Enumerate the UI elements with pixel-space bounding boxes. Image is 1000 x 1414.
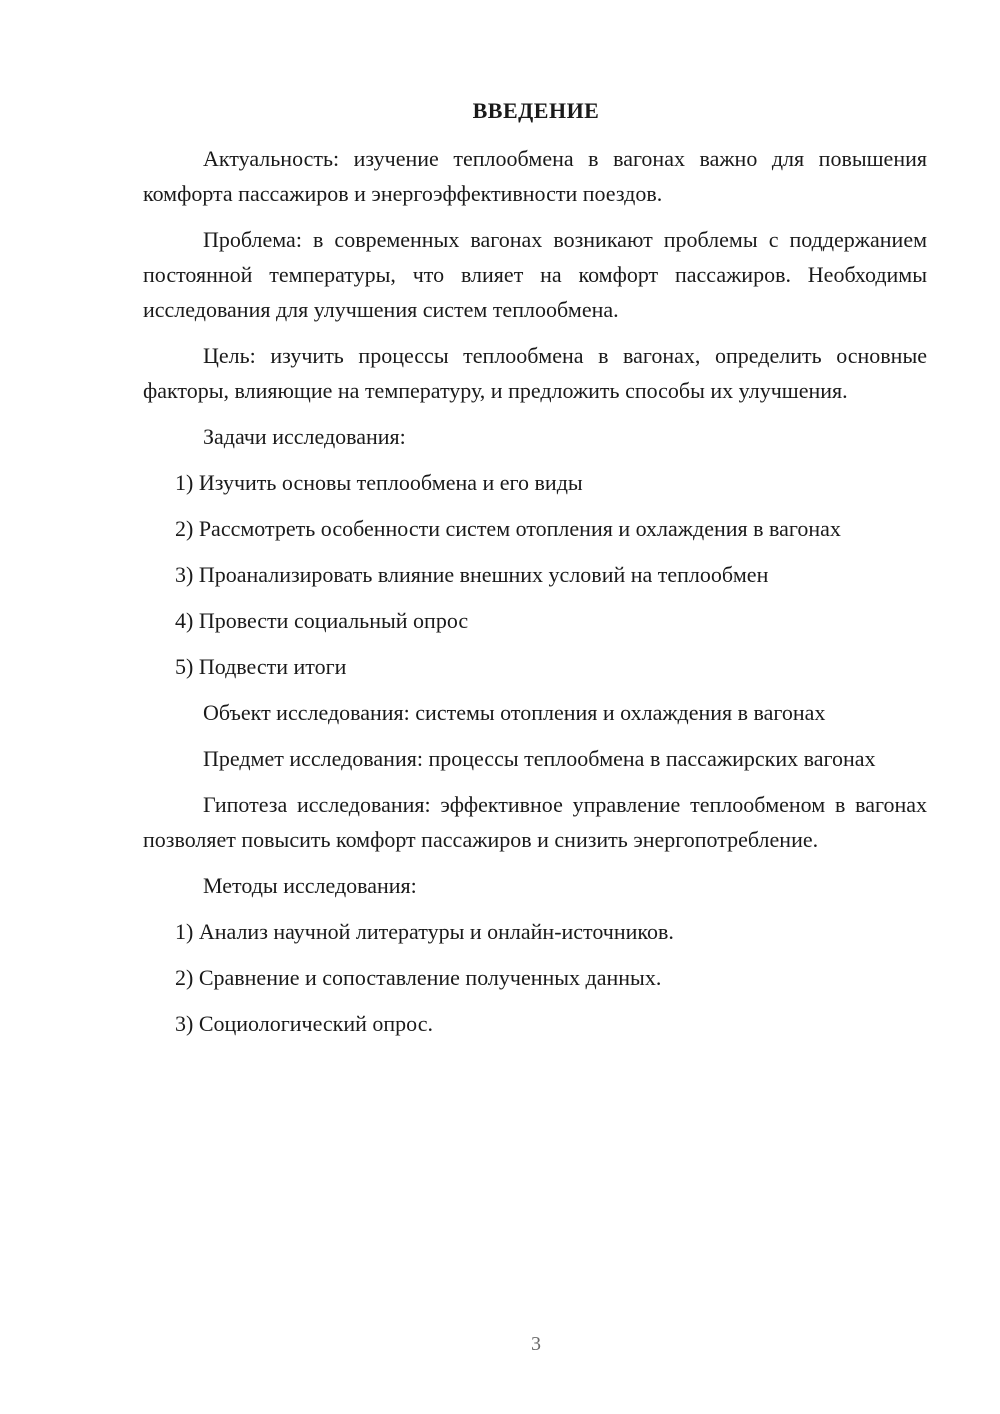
object-paragraph: Объект исследования: системы отопления и охлаждения в вагонах xyxy=(203,700,826,725)
problem-paragraph: Проблема: в современных вагонах возникают проблемы с поддержанием постоянной температуры, что влияет на комфорт пассажиров. Необходимы исследования для улучшения систем теплообмена. xyxy=(143,227,927,322)
method-item-1: 1) Анализ научной литературы и онлайн-источников. xyxy=(175,919,674,944)
method-item-3: 3) Социологический опрос. xyxy=(175,1011,433,1036)
document-body xyxy=(143,141,927,1052)
method-item-2: 2) Сравнение и сопоставление полученных данных. xyxy=(175,965,662,990)
task-item-2: 2) Рассмотреть особенности систем отопления и охлаждения в вагонах xyxy=(175,516,841,541)
subject-paragraph: Предмет исследования: процессы теплообмена в пассажирских вагонах xyxy=(203,746,876,771)
relevance-paragraph: Актуальность: изучение теплообмена в вагонах важно для повышения комфорта пассажиров и энергоэффективности поездов. xyxy=(143,146,927,206)
task-item-4: 4) Провести социальный опрос xyxy=(175,608,469,633)
task-item-5: 5) Подвести итоги xyxy=(175,654,347,679)
goal-paragraph: Цель: изучить процессы теплообмена в вагонах, определить основные факторы, влияющие на температуру, и предложить способы их улучшения. xyxy=(143,343,927,403)
page-number: 3 xyxy=(531,1333,541,1355)
page-title: ВВЕДЕНИЕ xyxy=(472,98,600,123)
tasks-heading: Задачи исследования: xyxy=(203,424,406,449)
hypothesis-paragraph: Гипотеза исследования: эффективное управление теплообменом в вагонах позволяет повысить комфорт пассажиров и снизить энергопотребление. xyxy=(143,792,927,852)
methods-heading: Методы исследования: xyxy=(203,873,417,898)
task-item-1: 1) Изучить основы теплообмена и его виды xyxy=(175,470,583,495)
task-item-3: 3) Проанализировать влияние внешних условий на теплообмен xyxy=(175,562,769,587)
